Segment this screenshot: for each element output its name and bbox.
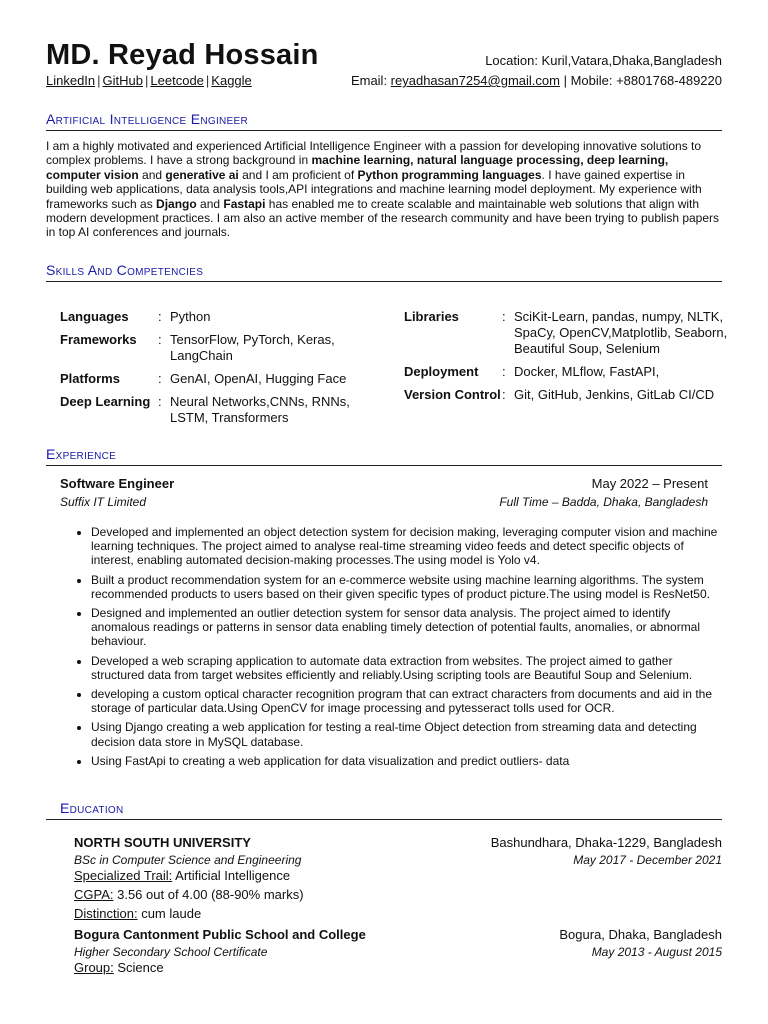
skill-name: Libraries: [404, 309, 459, 324]
skill-name: Platforms: [60, 371, 120, 386]
mobile-text: | Mobile: +8801768-489220: [559, 73, 722, 88]
skill-colon: :: [502, 387, 506, 402]
linkedin-link[interactable]: LinkedIn: [46, 73, 96, 88]
list-item: • Using FastApi to creating a web application for data visualization and predict outliers- data: [91, 754, 727, 768]
skill-row: [60, 332, 390, 364]
trail-label: Specialized Trail:: [74, 868, 173, 883]
school-name: NORTH SOUTH UNIVERSITY: [74, 835, 251, 850]
skill-name: Deep Learning: [60, 394, 151, 409]
education-dates: May 2013 - August 2015: [591, 945, 722, 959]
skill-value: Python: [170, 309, 211, 324]
summary-text: . I have gained expertise in building web applications, data analysis tools,API integrations and machine learning model deployment. My experience with frameworks such as: [46, 167, 702, 211]
list-item: • Using Django creating a web application for testing a real-time Object detection from streaming data and detecting decision data store in MySQL database.: [91, 720, 727, 748]
cgpa-label: CGPA:: [74, 887, 114, 902]
skill-colon: :: [158, 371, 162, 386]
skill-name: Languages: [60, 309, 129, 324]
skill-value: GenAI, OpenAI, Hugging Face: [170, 371, 347, 386]
section-heading-experience: Experience: [46, 446, 722, 466]
group-label: Group:: [74, 960, 114, 975]
summary-text: and: [196, 196, 224, 211]
summary-text: I am a highly motivated and experienced Artificial Intelligence Engineer with a passion for developing innovative solutions to complex problems. I have a strong background in: [46, 139, 702, 168]
distinction-value: cum laude: [137, 906, 202, 921]
skill-value: Neural Networks,CNNs, RNNs, LSTM, Transformers: [170, 394, 350, 425]
summary-bold: machine learning, natural language processing, deep learning, computer vision: [46, 153, 669, 182]
summary-bold: Django: [156, 196, 197, 211]
cgpa-line: [74, 887, 304, 903]
contact-line: [351, 73, 722, 89]
link-separator: |: [205, 73, 210, 88]
distinction-label: Distinction:: [74, 906, 138, 921]
skill-value: TensorFlow, PyTorch, Keras, LangChain: [170, 332, 335, 363]
school-name: Bogura Cantonment Public School and College: [74, 927, 366, 942]
leetcode-link[interactable]: Leetcode: [150, 73, 204, 88]
skills-left-column: [60, 309, 390, 433]
degree-name: Higher Secondary School Certificate: [74, 945, 268, 959]
skill-colon: :: [502, 364, 506, 379]
group-value: Science: [113, 960, 164, 975]
summary-bold: Fastapi: [223, 196, 266, 211]
summary-bold: generative ai: [165, 167, 239, 182]
summary-bold: Python programming languages: [357, 167, 542, 182]
list-item: • Developed a web scraping application to automate data extraction from websites. The project aimed to gather structured data from target websites efficiently and reliably.Using scripting tools are Beautiful Soup and Selenium.: [91, 654, 727, 682]
summary-paragraph: [46, 139, 722, 240]
list-item: • Developed and implemented an object detection system for decision making, leveraging computer vision and machine learning techniques. The project aimed to analyse real-time streaming video feeds and detect specific objects of interest, enabling automated decision-making processes.The using model is Yolo v4.: [91, 525, 727, 568]
skill-colon: :: [158, 309, 162, 324]
candidate-name: MD. Reyad Hossain: [46, 39, 319, 71]
skill-row: [404, 387, 734, 403]
list-item: • developing a custom optical character recognition program that can extract characters from documents and aid in the storage of particular data.Using OpenCV for image processing and pytesseract tolls used for OCR.: [91, 687, 727, 715]
skill-value: SciKit-Learn, pandas, numpy, NLTK, SpaCy, OpenCV,Matplotlib, Seaborn, Beautiful Soup, Selenium: [514, 309, 728, 356]
skill-name: Frameworks: [60, 332, 137, 347]
school-location: Bashundhara, Dhaka-1229, Bangladesh: [490, 835, 722, 850]
skill-colon: :: [502, 309, 506, 324]
distinction-line: [74, 906, 201, 922]
job-title: Software Engineer: [60, 476, 175, 491]
kaggle-link[interactable]: Kaggle: [211, 73, 252, 88]
github-link[interactable]: GitHub: [102, 73, 144, 88]
skill-value: Git, GitHub, Jenkins, GitLab CI/CD: [514, 387, 715, 402]
list-item: • Designed and implemented an outlier detection system for sensor data analysis. The project aimed to identify anomalous readings or patterns in sensor data enabling timely detection of potential faults, anomalies, or abnormal behaviour.: [91, 606, 727, 649]
skill-name: Deployment: [404, 364, 479, 379]
email-link[interactable]: reyadhasan7254@gmail.com: [390, 73, 560, 88]
skills-right-column: [404, 309, 734, 410]
skill-colon: :: [158, 394, 162, 409]
experience-bullets: [76, 525, 727, 773]
degree-name: BSc in Computer Science and Engineering: [74, 853, 302, 867]
skill-row: [60, 394, 390, 426]
skill-row: [404, 364, 734, 380]
summary-text: and: [138, 167, 166, 182]
link-separator: |: [97, 73, 101, 88]
education-dates: May 2017 - December 2021: [573, 853, 722, 867]
summary-text: and I am proficient of: [238, 167, 358, 182]
location-text: Location: Kuril,Vatara,Dhaka,Bangladesh: [485, 53, 722, 68]
section-heading-skills: Skills And Competencies: [46, 262, 722, 282]
job-dates: May 2022 – Present: [591, 476, 708, 491]
skill-row: [60, 371, 390, 387]
skill-value: Docker, MLflow, FastAPI,: [514, 364, 660, 379]
section-heading-title: Artificial Intelligence Engineer: [46, 111, 722, 131]
group-line: [74, 960, 164, 976]
list-item: • Built a product recommendation system for an e-commerce website using machine learning algorithms. The system recommended products to users based on their given specific types of product picture.The using model is ResNet50.: [91, 573, 727, 601]
summary-text: has enabled me to create scalable and maintainable web solutions that align with modern development practices. I am also an active member of the research community and have been trying to publish papers in top AI conferences and journals.: [46, 196, 720, 240]
link-separator: |: [145, 73, 149, 88]
trail-value: Artificial Intelligence: [172, 868, 291, 883]
section-heading-education: Education: [46, 800, 722, 820]
skill-row: [60, 309, 390, 325]
skill-name: Version Control: [404, 387, 501, 402]
school-location: Bogura, Dhaka, Bangladesh: [559, 927, 722, 942]
job-company: Suffix IT Limited: [60, 495, 147, 509]
cgpa-value: 3.56 out of 4.00 (88-90% marks): [113, 887, 304, 902]
skill-row: [404, 309, 734, 357]
profile-links: [46, 73, 252, 89]
job-location: Full Time – Badda, Dhaka, Bangladesh: [499, 495, 708, 509]
email-label: Email:: [350, 73, 391, 88]
skill-colon: :: [158, 332, 162, 347]
specialized-trail: [74, 868, 290, 884]
